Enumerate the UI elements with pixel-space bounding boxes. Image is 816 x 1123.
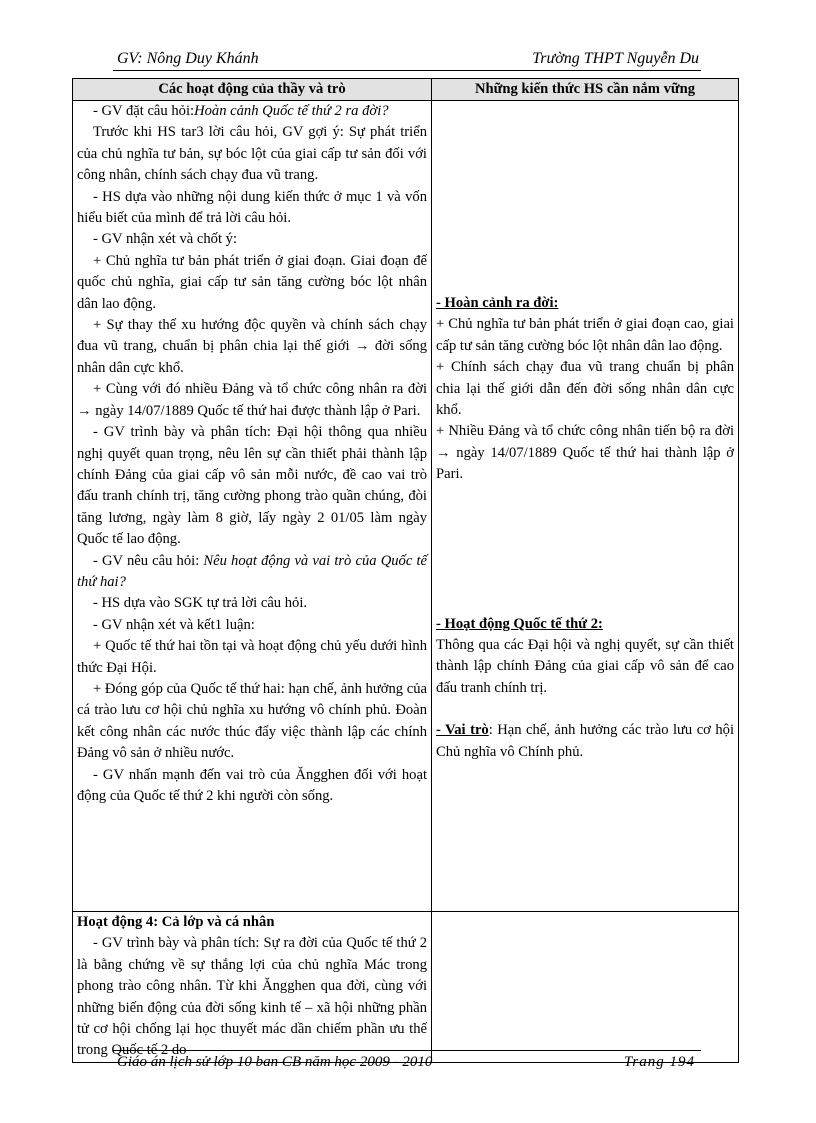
paragraph: - GV nêu câu hỏi: Nêu hoạt động và vai trò của Quốc tế thứ hai? [77,552,427,590]
paragraph: + Cùng với đó nhiều Đảng và tổ chức công nhân ra đời → ngày 14/07/1889 Quốc tế thứ hai được thành lập ở Pari. [77,381,427,419]
paragraph: - GV trình bày và phân tích: Đại hội thông qua nhiều nghị quyết quan trọng, nêu lên sự cần thiết phải thành lập chính Đảng của giai cấp vô sản mỗi nước, đề cao vai trò đấu tranh chính trị, tăng cường phong trào quần chúng, đòi tăng lương, ngày làm 8 giờ, lấy ngày 2 01/05 làm ngày Quốc tế lao động. [77,424,427,548]
school-name: Trường THPT Nguyễn Du [532,50,699,67]
paragraph: + Sự thay thế xu hướng độc quyền và chính sách chạy đua vũ trang, chuẩn bị phân chia lại thế giới → đời sống nhân dân cực khổ. [77,317,427,376]
bullet: + Chính sách chạy đua vũ trang chuẩn bị phân chia lại thế giới dẫn đến đời sống nhân dân cực khổ. [436,359,734,419]
paragraph: - GV đặt câu hỏi:Hoàn cảnh Quốc tế thứ 2 ra đời? [93,103,389,119]
footer-course: Giáo án lịch sử lớp 10 ban CB năm học 2009 - 2010 [117,1054,433,1070]
activities-cell [73,912,432,1063]
paragraph: - GV nhấn mạnh đến vai trò của Ăngghen đối với hoạt động của Quốc tế thứ 2 khi người còn sống. [77,766,427,804]
page-header [113,48,701,71]
table-row [73,101,739,912]
paragraph: + Chủ nghĩa tư bản phát triển ở giai đoạn. Giai đoạn đế quốc chủ nghĩa, giai cấp tư sản tăng cường bóc lột nhân dân lao động. [77,252,427,312]
bullet: + Nhiều Đảng và tổ chức công nhân tiến bộ ra đời → ngày 14/07/1889 Quốc tế thứ hai thành lập ở Pari. [436,423,734,483]
activities-cell [73,101,432,912]
page-number: Trang 194 [623,1054,695,1070]
paragraph: Thông qua các Đại hội và nghị quyết, sự cần thiết thành lập chính Đảng của giai cấp vô sản để cao đấu tranh chính trị. [436,637,734,696]
col-activities-header: Các hoạt động của thầy và trò [73,79,432,101]
col-knowledge-header: Những kiến thức HS cần nắm vững [432,79,739,101]
paragraph: + Quốc tế thứ hai tồn tại và hoạt động chủ yếu dưới hình thức Đại Hội. [77,638,427,676]
knowledge-cell [432,912,739,1063]
lesson-table [72,78,739,1063]
paragraph: - HS dựa vào những nội dung kiến thức ở mục 1 và vốn hiểu biết của mình để trả lời câu hỏi. [77,188,427,227]
paragraph: - HS dựa vào SGK tự trả lời câu hỏi. [93,595,308,612]
activity-heading: Hoạt động 4: Cả lớp và cá nhân [77,914,275,930]
section-title: - Hoạt động Quốc tế thứ 2: [436,615,603,632]
paragraph: Trước khi HS tar3 lời câu hỏi, GV gợi ý: Sự phát triển của chủ nghĩa tư bản, sự bóc lột của giai cấp tư sản đối với công nhân, chính sách chạy đua vũ trang. [77,124,427,184]
teacher-name: GV: Nông Duy Khánh [117,50,259,67]
paragraph: + Đóng góp của Quốc tế thứ hai: hạn chế, ảnh hưởng của cá trào lưu cơ hội chủ nghĩa xu hướng vô chính phủ. Đoàn kết công nhân các nước thúc đẩy việc thành lập các chính Đảng vô sản ở nhiều nước. [77,680,427,762]
paragraph: - GV nhận xét và chốt ý: [93,231,238,248]
table-row [73,912,739,1063]
paragraph: - GV trình bày và phân tích: Sự ra đời của Quốc tế thứ 2 là bằng chứng về sự thắng lợi của chủ nghĩa Mác trong phong trào công nhân. Từ khi Ăngghen qua đời, cùng với những biến động của đời sống kinh tế – xã hội những phần tử cơ hội chống lại học thuyết mác dần chiếm phần ưu thế trong Quốc tế 2 do [77,935,427,1059]
bullet: + Chủ nghĩa tư bản phát triển ở giai đoạn cao, giai cấp tư sản tăng cường bóc lột nhân dân lao động. [436,316,734,354]
section-title: - Hoàn cảnh ra đời: [436,295,559,311]
paragraph: - GV nhận xét và kết1 luận: [93,616,255,633]
table-header-row [73,79,739,101]
page-footer [113,1050,701,1070]
knowledge-cell [432,101,739,912]
paragraph: - Vai trò: Hạn chế, ảnh hưởng các trào lưu cơ hội Chủ nghĩa vô Chính phủ. [436,722,735,760]
